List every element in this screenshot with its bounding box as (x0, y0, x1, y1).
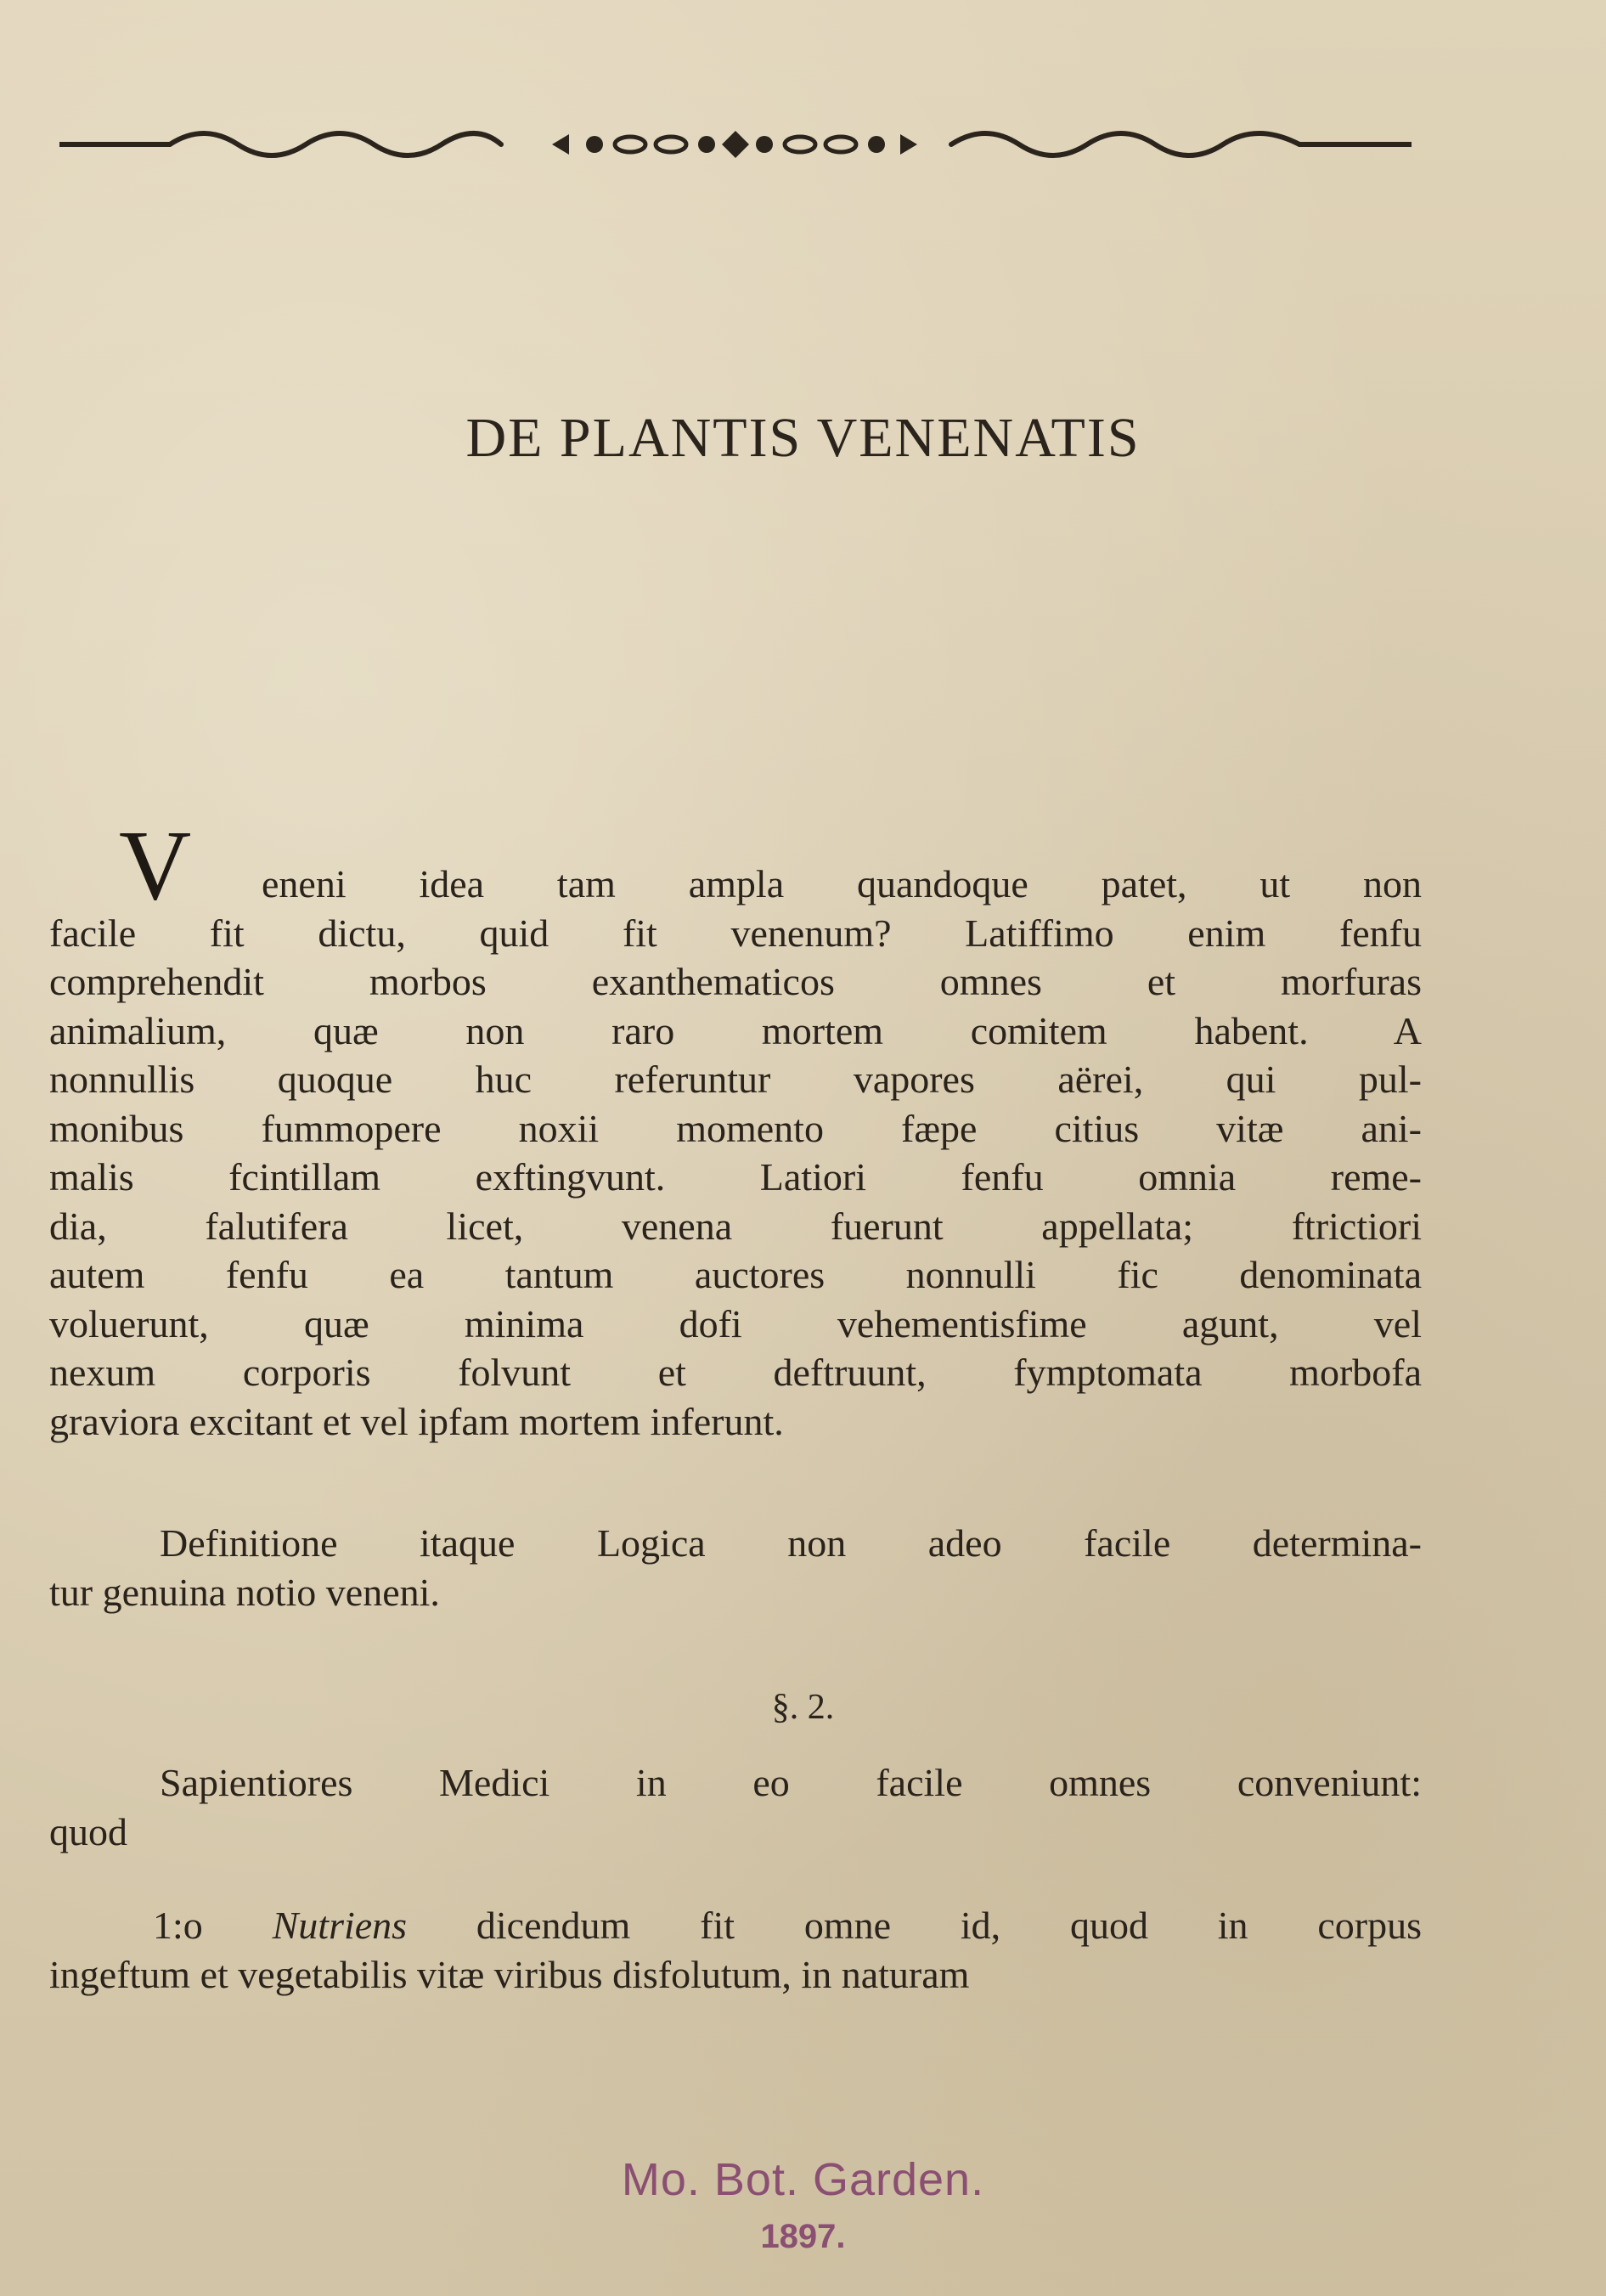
text-line: ingeftum et vegetabilis vitæ viribus disfolutum, in naturam (49, 1952, 970, 1996)
text-line: monibus fummopere noxii momento fæpe citius vitæ ani- (49, 1106, 1422, 1150)
paragraph-3 (49, 1758, 1422, 1856)
text-line: eneni idea tam ampla quandoque patet, ut non (262, 862, 1422, 905)
text-line: autem fenfu ea tantum auctores nonnulli fic denominata (49, 1253, 1422, 1296)
text-line: Definitione itaque Logica non adeo facile determina- (160, 1521, 1422, 1565)
text-line: quod (49, 1809, 127, 1853)
text-line: tur genuina notio veneni. (49, 1570, 440, 1614)
text-fragment: dicendum fit omne id, quod in corpus (476, 1904, 1423, 1947)
text-line: graviora excitant et vel ipfam mortem inferunt. (49, 1399, 784, 1443)
text-line: voluerunt, quæ minima dofi vehementisfime agunt, vel (49, 1301, 1422, 1345)
text-line: facile fit dictu, quid fit venenum? Latiffimo enim fenfu (49, 911, 1422, 955)
paragraph-1 (49, 860, 1422, 1446)
page-title: DE PLANTIS VENENATIS (465, 407, 1141, 469)
stamp-name: Mo. Bot. Garden. (621, 2154, 985, 2205)
decorative-rule-icon (59, 119, 1412, 170)
section-heading: §. 2. (771, 1688, 835, 1727)
text-line (49, 1901, 1422, 1950)
text-line: nonnullis quoque huc referuntur vapores aërei, qui pul- (49, 1058, 1422, 1101)
text-line: dia, falutifera licet, venena fuerunt appellata; ftrictiori (49, 1204, 1422, 1248)
stamp-year: 1897. (760, 2218, 846, 2255)
paragraph-4 (49, 1901, 1422, 1999)
text-line: comprehendit morbos exanthematicos omnes et morfuras (49, 960, 1422, 1003)
drop-cap: V (119, 810, 192, 921)
italic-term: Nutriens (272, 1904, 408, 1947)
text-line: Sapientiores Medici in eo facile omnes conveniunt: (160, 1761, 1422, 1804)
text-line: nexum corporis folvunt et deftruunt, fymptomata morbofa (49, 1351, 1422, 1394)
list-number: 1:o (153, 1904, 203, 1947)
library-stamp (0, 2153, 1606, 2256)
paragraph-2 (49, 1519, 1422, 1616)
text-line: malis fcintillam exftingvunt. Latiori fenfu omnia reme- (49, 1155, 1422, 1199)
text-line: animalium, quæ non raro mortem comitem habent. A (49, 1008, 1422, 1052)
